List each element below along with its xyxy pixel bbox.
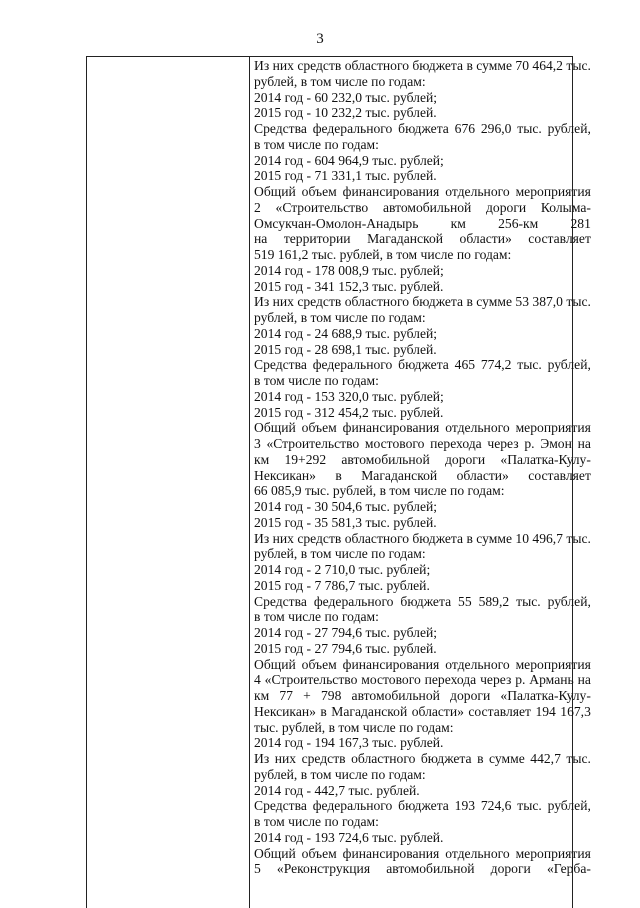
text-line: в том числе по годам: — [254, 609, 379, 625]
text-line: 2015 год - 7 786,7 тыс. рублей. — [254, 577, 430, 593]
text-line: Нексикан» в Магаданской области» составляет — [254, 467, 591, 483]
text-line: 2014 год - 442,7 тыс. рублей. — [254, 782, 420, 798]
table-left-column — [87, 57, 250, 908]
text-line: тыс. рублей, в том числе по годам: — [254, 719, 454, 735]
text-line: Нексикан» в Магаданской области» составляет 194 167,3 — [254, 703, 591, 719]
text-line: км 77 + 798 автомобильной дороги «Палатка-Кулу- — [254, 688, 591, 703]
text-line: Средства федерального бюджета 465 774,2 тыс. рублей, — [254, 357, 591, 373]
text-line: 2015 год - 10 232,2 тыс. рублей. — [254, 105, 437, 121]
text-line: 2014 год - 60 232,0 тыс. рублей; — [254, 89, 438, 105]
text-line: 2015 год - 312 454,2 тыс. рублей. — [254, 404, 444, 420]
text-line: в том числе по годам: — [254, 373, 379, 388]
text-line: на территории Магаданской области» составляет — [254, 231, 591, 247]
text-line: 2 «Строительство автомобильной дороги Колыма- — [254, 199, 591, 215]
text-line: 519 161,2 тыс. рублей, в том числе по годам: — [254, 247, 512, 262]
document-table — [86, 56, 591, 908]
text-line: 2014 год - 24 688,9 тыс. рублей; — [254, 325, 438, 341]
text-line: 66 085,9 тыс. рублей, в том числе по годам: — [254, 483, 505, 499]
text-line: Средства федерального бюджета 193 724,6 тыс. рублей, — [254, 798, 591, 814]
text-line: 2014 год - 178 008,9 тыс. рублей; — [254, 262, 444, 278]
text-line: Средства федерального бюджета 676 296,0 тыс. рублей, — [254, 121, 591, 136]
text-line: км 19+292 автомобильной дороги «Палатка-Кулу- — [254, 451, 591, 467]
text-line: 2015 год - 71 331,1 тыс. рублей. — [254, 168, 437, 184]
text-line: 2014 год - 604 964,9 тыс. рублей; — [254, 152, 444, 168]
text-line: рублей, в том числе по годам: — [254, 546, 426, 562]
text-line: Общий объем финансирования отдельного мероприятия — [254, 184, 591, 199]
text-line: Из них средств областного бюджета в сумме 10 496,7 тыс. — [254, 530, 591, 546]
text-line: 2014 год - 153 320,0 тыс. рублей; — [254, 388, 444, 404]
text-line: 3 «Строительство мостового перехода через р. Эмон на — [254, 436, 591, 451]
table-right-column — [250, 57, 594, 908]
text-line: 5 «Реконструкция автомобильной дороги «Герба- — [254, 861, 591, 877]
text-line: 2015 год - 341 152,3 тыс. рублей. — [254, 278, 444, 294]
text-line: Общий объем финансирования отдельного мероприятия — [254, 420, 591, 436]
text-line: Общий объем финансирования отдельного мероприятия — [254, 845, 591, 861]
text-line: 2014 год - 30 504,6 тыс. рублей; — [254, 499, 438, 514]
text-line: Из них средств областного бюджета в сумме 53 387,0 тыс. — [254, 294, 591, 310]
text-line: в том числе по годам: — [254, 814, 379, 829]
text-line: Общий объем финансирования отдельного мероприятия — [254, 656, 591, 672]
text-line: рублей, в том числе по годам: — [254, 766, 426, 782]
text-line: 2015 год - 28 698,1 тыс. рублей. — [254, 341, 437, 357]
text-line: рублей, в том числе по годам: — [254, 310, 426, 325]
text-line: 2014 год - 27 794,6 тыс. рублей; — [254, 625, 438, 640]
text-line: 4 «Строительство мостового перехода через р. Армань на — [254, 672, 591, 688]
text-line: 2015 год - 27 794,6 тыс. рублей. — [254, 640, 437, 656]
text-line: 2014 год - 2 710,0 тыс. рублей; — [254, 562, 431, 577]
text-line: Из них средств областного бюджета в сумме 70 464,2 тыс. — [254, 58, 591, 73]
page-number: 3 — [316, 31, 324, 47]
text-line: 2014 год - 194 167,3 тыс. рублей. — [254, 735, 444, 751]
text-line: рублей, в том числе по годам: — [254, 73, 426, 89]
text-line: Омсукчан-Омолон-Анадырь км 256-км 281 — [254, 215, 591, 231]
text-line: 2015 год - 35 581,3 тыс. рублей. — [254, 514, 437, 530]
text-line: 2014 год - 193 724,6 тыс. рублей. — [254, 829, 444, 845]
text-line: Из них средств областного бюджета в сумме 442,7 тыс. — [254, 751, 591, 766]
text-line: в том числе по годам: — [254, 136, 379, 152]
text-line: Средства федерального бюджета 55 589,2 тыс. рублей, — [254, 593, 591, 609]
